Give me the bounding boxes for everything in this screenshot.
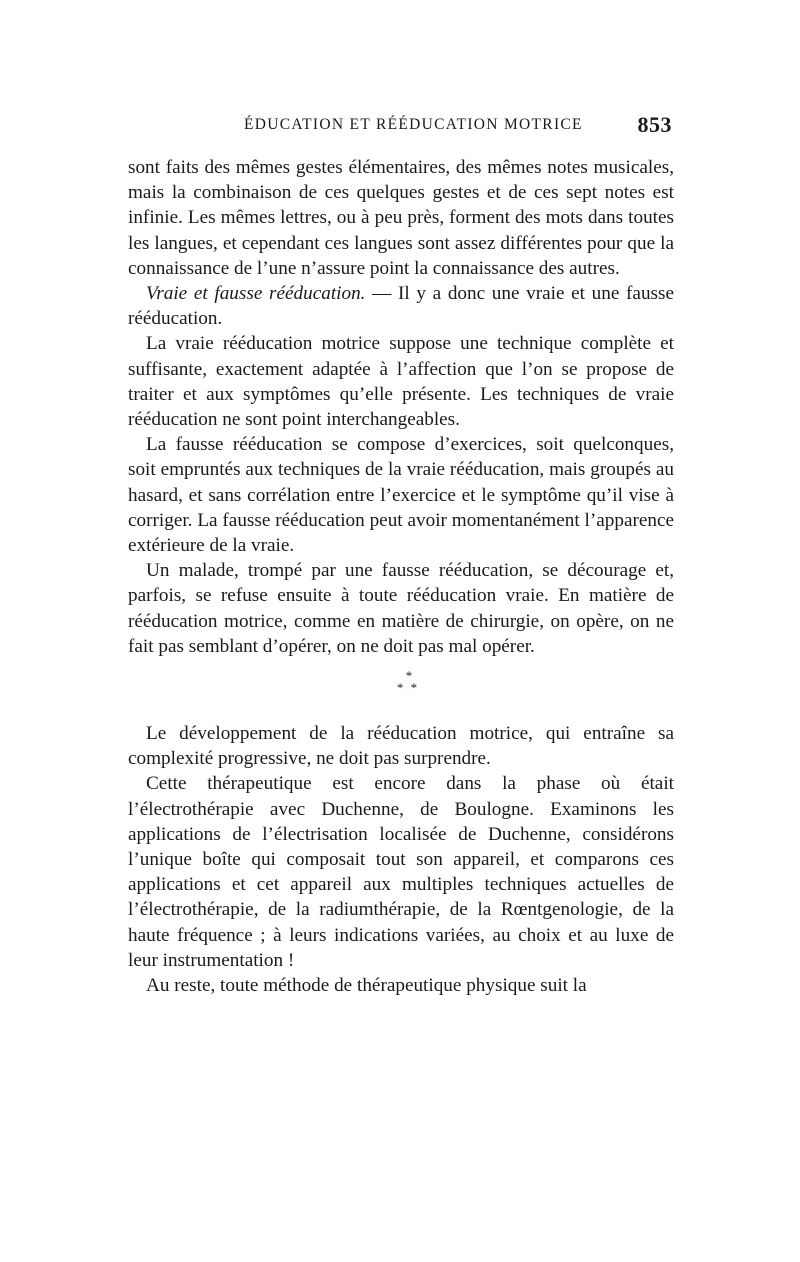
paragraph-duchenne: Cette thérapeutique est encore dans la phase où était l’électrothérapie avec Duchenne, de Boulogne. Examinons les applications de l’électrisation localisée de Duchenne, considérons l’unique boîte qui composait tout son appareil, et comparons ces applications et cet appareil aux multiples techniques actuelles de l’électrothérapie, de la radiumthérapie, de la Rœntgenologie, de la haute fréquence ; à leurs indications variées, au choix et au luxe de leur instrumentation !	[128, 773, 674, 971]
paragraph-section-lead	[128, 281, 674, 331]
page-number: 853	[637, 112, 672, 137]
running-head: ÉDUCATION ET RÉÉDUCATION MOTRICE	[244, 116, 583, 133]
asterism-divider	[128, 659, 674, 721]
section-lead-text: — Il y a donc une vraie et une fausse rééducation.	[128, 283, 674, 330]
paragraph-continuation: sont faits des mêmes gestes élémentaires, des mêmes notes musicales, mais la combinaison de ces quelques gestes et de ces sept notes est infinie. Les mêmes lettres, ou à peu près, forment des mots dans toutes les langues, et cependant ces langues sont assez différentes pour que la connaissance de l’une n’assure point la connaissance des autres.	[128, 157, 674, 279]
body-text	[128, 155, 674, 998]
paragraph-fausse-reeducation: La fausse rééducation se compose d’exercices, soit quelconques, soit empruntés aux techniques de la vraie rééducation, mais groupés au hasard, et sans corrélation entre l’exercice et le symptôme qu’il vise à corriger. La fausse rééducation peut avoir momentanément l’apparence extérieure de la vraie.	[128, 434, 674, 557]
page-header	[128, 112, 674, 140]
asterism-top: *	[405, 668, 413, 684]
paragraph-au-reste: Au reste, toute méthode de thérapeutique physique suit la	[146, 975, 587, 997]
asterism-bottom: * *	[396, 680, 420, 696]
section-title: Vraie et fausse rééducation.	[146, 283, 366, 305]
paragraph-vraie-reeducation: La vraie rééducation motrice suppose une technique complète et suffisante, exactement adaptée à l’affection que l’on se propose de traiter et aux symptômes qu’elle présente. Les techniques de vraie rééducation ne sont point interchangeables.	[128, 333, 674, 431]
paragraph-malade: Un malade, trompé par une fausse rééducation, se décourage et, parfois, se refuse ensuite à toute rééducation vraie. En matière de rééducation motrice, comme en matière de chirurgie, on opère, on ne fait pas semblant d’opérer, on ne doit pas mal opérer.	[128, 560, 674, 657]
paragraph-developpement: Le développement de la rééducation motrice, qui entraîne sa complexité progressive, ne doit pas surprendre.	[128, 723, 674, 770]
